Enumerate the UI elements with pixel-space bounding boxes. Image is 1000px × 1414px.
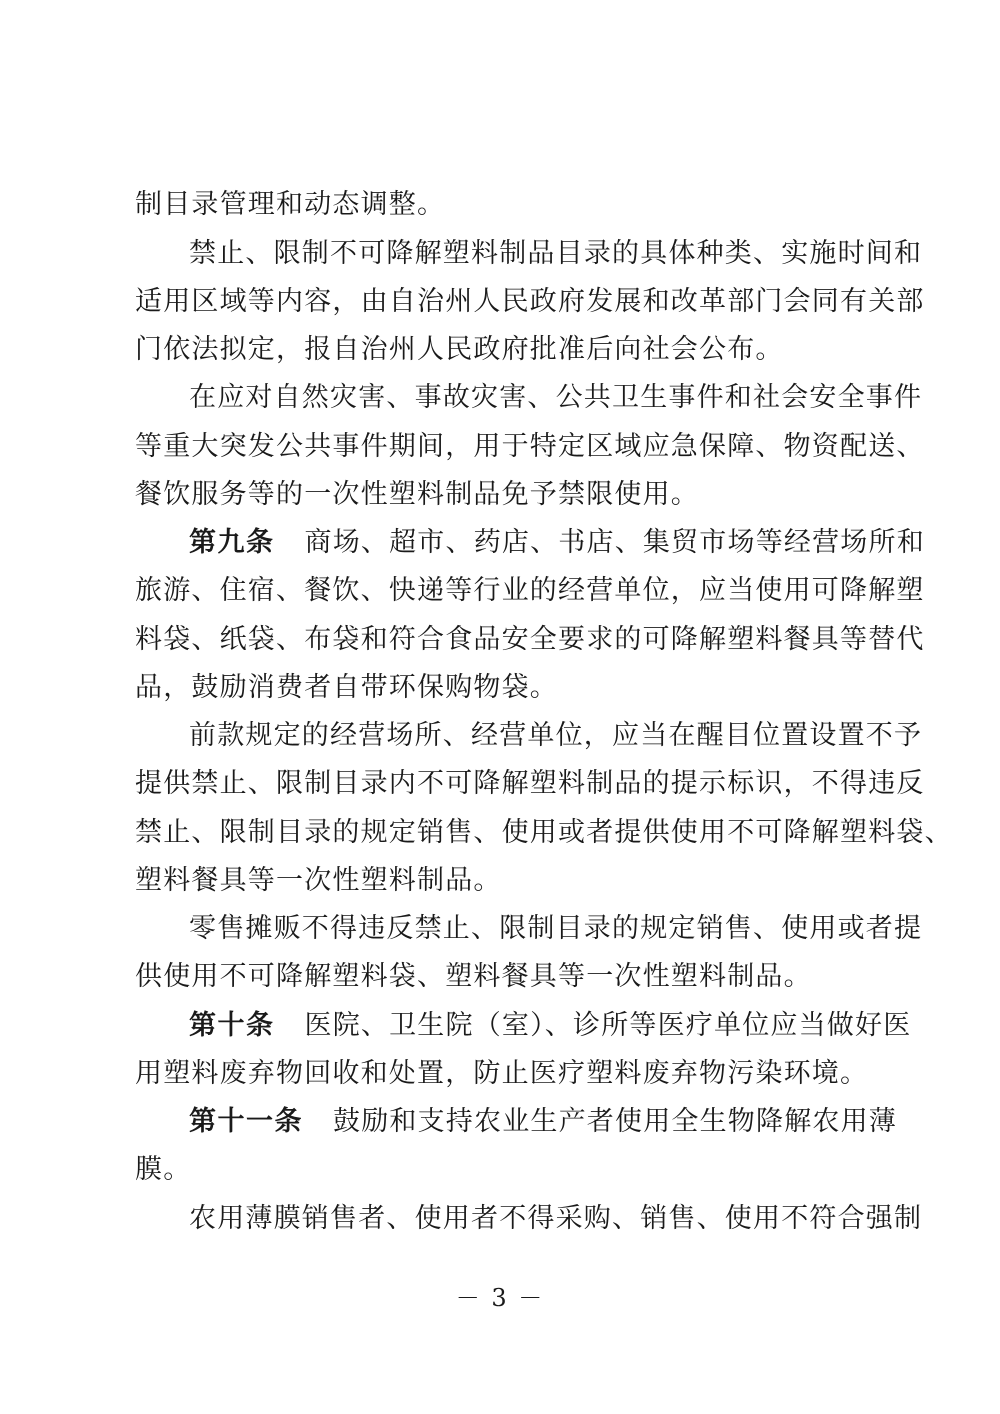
paragraph-first-line: 前款规定的经营场所、经营单位，应当在醒目位置设置不予 xyxy=(189,720,923,751)
text-line: 制目录管理和动态调整。 xyxy=(135,189,446,220)
article-number: 第十条 xyxy=(189,1010,275,1041)
article-ten-first-line: 第十条 医院、卫生院（室）、诊所等医疗单位应当做好医 xyxy=(189,1010,912,1041)
text-line: 禁止、限制目录的规定销售、使用或者提供使用不可降解塑料袋、 xyxy=(135,817,953,848)
text-line: 门依法拟定，报自治州人民政府批准后向社会公布。 xyxy=(135,334,784,365)
paragraph-first-line: 零售摊贩不得违反禁止、限制目录的规定销售、使用或者提 xyxy=(189,913,923,944)
text-line: 塑料餐具等一次性塑料制品。 xyxy=(135,865,502,896)
article-nine-first-line: 第九条 商场、超市、药店、书店、集贸市场等经营场所和 xyxy=(189,527,925,558)
text-line: 餐饮服务等的一次性塑料制品免予禁限使用。 xyxy=(135,479,699,510)
text-line: 料袋、纸袋、布袋和符合食品安全要求的可降解塑料餐具等替代 xyxy=(135,624,925,655)
article-number: 第十一条 xyxy=(189,1106,303,1137)
paragraph-first-line: 禁止、限制不可降解塑料制品目录的具体种类、实施时间和 xyxy=(189,238,923,269)
text-line: 提供禁止、限制目录内不可降解塑料制品的提示标识，不得违反 xyxy=(135,768,925,799)
text-line: 适用区域等内容，由自治州人民政府发展和改革部门会同有关部 xyxy=(135,286,925,317)
paragraph-first-line: 在应对自然灾害、事故灾害、公共卫生事件和社会安全事件 xyxy=(189,382,923,413)
text-line: 用塑料废弃物回收和处置，防止医疗塑料废弃物污染环境。 xyxy=(135,1058,869,1089)
paragraph-first-line: 农用薄膜销售者、使用者不得采购、销售、使用不符合强制 xyxy=(189,1203,923,1234)
text-line: 膜。 xyxy=(135,1154,192,1185)
article-eleven-first-line: 第十一条 鼓励和支持农业生产者使用全生物降解农用薄 xyxy=(189,1106,897,1137)
article-number: 第九条 xyxy=(189,527,275,558)
text-line: 品，鼓励消费者自带环保购物袋。 xyxy=(135,672,558,703)
text-line: 供使用不可降解塑料袋、塑料餐具等一次性塑料制品。 xyxy=(135,961,812,992)
page-number: － 3 － xyxy=(455,1284,545,1312)
text-line: 等重大突发公共事件期间，用于特定区域应急保障、物资配送、 xyxy=(135,431,925,462)
text-line: 旅游、住宿、餐饮、快递等行业的经营单位，应当使用可降解塑 xyxy=(135,575,925,606)
